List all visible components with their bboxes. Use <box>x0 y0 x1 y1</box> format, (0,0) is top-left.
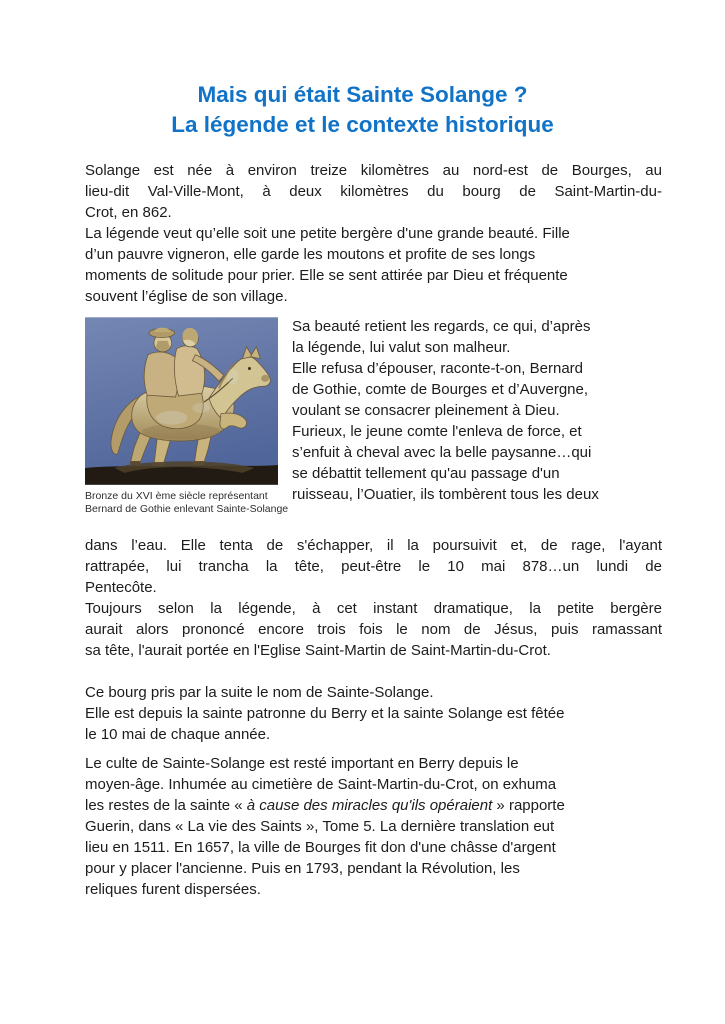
paragraph-drowning: dans l’eau. Elle tenta de s'échapper, il la poursuivit et, de rage, l'ayant rattrapée, lui trancha la tête, peut-être le 10 mai 878…un lundi de Pentecôte. <box>85 537 662 596</box>
paragraph-culte-quote-line <box>85 795 662 816</box>
quote-prefix: les restes de la sainte « <box>85 797 247 814</box>
quote-italic-text: à cause des miracles qu'ils opéraient <box>246 797 493 814</box>
paragraph-culte <box>85 753 662 900</box>
paragraph-bourg: Ce bourg pris par la suite le nom de Sainte-Solange. Elle est depuis la sainte patronne du Berry et la sainte Solange est fêtée le 10 mai de chaque année. <box>85 684 565 743</box>
paragraph-intro: Solange est née à environ treize kilomètres au nord-est de Bourges, au lieu-dit Val-Ville-Mont, à deux kilomètres du bourg de Saint-Martin-du- Crot, en 862. La légende veut qu’elle soit une petite bergère d'une grande beauté. Fille d’un pauvre vigneron, elle garde les moutons et profite de ses longs moments de solitude pour prier. Elle se sent attirée par Dieu et fréquente souvent l’église de son village. <box>85 162 662 305</box>
page-title: Mais qui était Sainte Solange ? La légende et le contexte historique <box>171 82 554 137</box>
paragraph-culte-end: Guerin, dans « La vie des Saints », Tome 5. La dernière translation eut lieu en 1511. En 1657, la ville de Bourges fit don d'une châsse d'argent pour y placer l'ancienne. Puis en 1793, pendant la Révolution, les reliques furent dispersées. <box>85 818 556 898</box>
statue-figure <box>85 316 289 516</box>
figure-caption: Bronze du XVI ème siècle représentant Bernard de Gothie enlevant Sainte-Solange <box>85 490 289 515</box>
statue-image <box>85 316 278 486</box>
paragraph-culte-start: Le culte de Sainte-Solange est resté important en Berry depuis le moyen-âge. Inhumée au cimetière de Saint-Martin-du-Crot, on exhuma <box>85 755 557 793</box>
paragraph-beside-image: Sa beauté retient les regards, ce qui, d’après la légende, lui valut son malheur. Elle refusa d’épouser, raconte-t-on, Bernard de Gothie, comte de Bourges et d’Auvergne, voulant se consacrer pleinement à Dieu. Furieux, le jeune comte l'enleva de force, et s’enfuit à cheval avec la belle paysanne…qui se débattit tellement qu'au passage d'un ruisseau, l’Ouatier, ils tombèrent tous les deux <box>292 318 599 503</box>
quote-suffix: » rapporte <box>492 797 565 814</box>
paragraph-miracle: Toujours selon la légende, à cet instant dramatique, la petite bergère aurait alors prononcé encore trois fois le nom de Jésus, puis ramassant sa tête, l'aurait portée en l'Eglise Saint-Martin de Saint-Martin-du-Crot. <box>85 600 662 659</box>
